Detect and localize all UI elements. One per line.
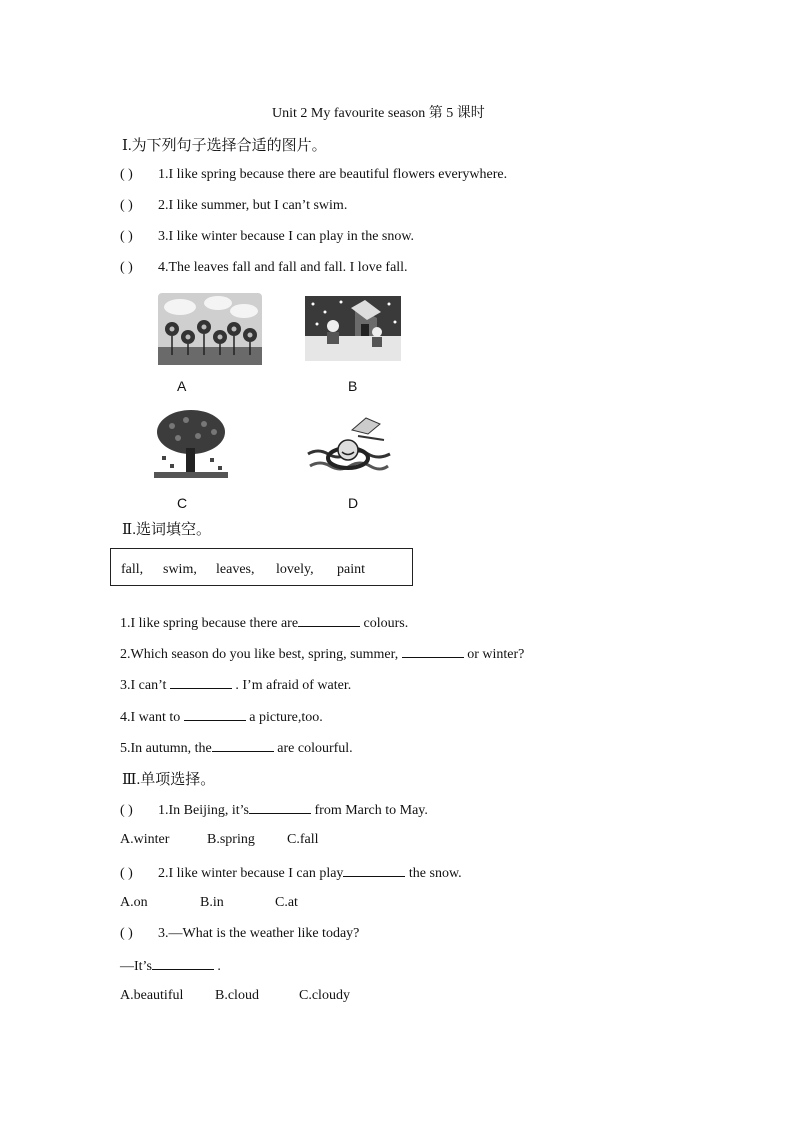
section-2-heading: Ⅱ.选词填空。 [122,522,211,538]
answer-paren[interactable]: ( ) [120,866,133,881]
swimming-summer-picture [306,410,392,480]
picture-label-d: D [348,495,359,511]
answer-paren[interactable]: ( ) [120,167,133,182]
answer-blank[interactable] [343,864,405,877]
question-text: 2.I like summer, but I can’t swim. [158,198,348,213]
word-bank-word: lovely, [276,562,314,577]
option-b[interactable]: B.spring [207,832,255,847]
option-b[interactable]: B.in [200,895,224,910]
answer-blank[interactable] [249,801,311,814]
fill-blank-2: 2.Which season do you like best, spring, summer, or winter? [120,647,525,662]
answer-blank[interactable] [152,957,214,970]
page-title: Unit 2 My favourite season 第 5 课时 [272,106,485,121]
answer-paren[interactable]: ( ) [120,198,133,213]
word-bank-word: swim, [163,562,197,577]
question-1-4 [120,260,408,276]
answer-paren[interactable]: ( ) [120,229,133,244]
fill-blank-3: 3.I can’t . I’m afraid of water. [120,678,352,693]
word-bank-word: paint [337,562,365,577]
choice-options-3 [120,988,350,1004]
fill-blank-1: 1.I like spring because there are colours. [120,616,409,631]
autumn-tree-picture [154,408,228,480]
choice-options-2 [120,895,298,911]
question-text: 4.The leaves fall and fall and fall. I love fall. [158,260,408,275]
question-1-2 [120,198,347,214]
answer-blank[interactable] [184,708,246,721]
question-text: 3.I like winter because I can play in the snow. [158,229,415,244]
answer-blank[interactable] [402,645,464,658]
fill-blank-4: 4.I want to a picture,too. [120,710,323,725]
answer-blank[interactable] [212,739,274,752]
section-1-heading: Ⅰ.为下列句子选择合适的图片。 [122,138,327,154]
question-text: 1.I like spring because there are beautiful flowers everywhere. [158,167,508,182]
section-3-heading: Ⅲ.单项选择。 [122,772,216,788]
option-c[interactable]: C.cloudy [299,988,350,1003]
question-1-1 [120,167,507,183]
question-1-3 [120,229,414,245]
answer-paren[interactable]: ( ) [120,803,133,818]
answer-blank[interactable] [298,614,360,627]
option-c[interactable]: C.at [275,895,298,910]
choice-question-2: ( ) 2.I like winter because I can play the snow. [120,866,462,881]
choice-question-3: ( ) 3.—What is the weather like today? [120,926,360,941]
answer-paren[interactable]: ( ) [120,926,133,941]
picture-label-a: A [177,378,187,394]
word-bank-word: leaves, [216,562,255,577]
choice-answer-line-3: —It’s . [120,959,221,974]
option-a[interactable]: A.on [120,895,148,910]
word-bank-word: fall, [121,562,144,577]
snow-winter-picture [305,296,401,361]
option-c[interactable]: C.fall [287,832,319,847]
choice-options-1 [120,832,319,848]
option-a[interactable]: A.winter [120,832,170,847]
choice-question-1: ( ) 1.In Beijing, it’s from March to May. [120,803,428,818]
option-a[interactable]: A.beautiful [120,988,184,1003]
picture-label-b: B [348,378,358,394]
answer-paren[interactable]: ( ) [120,260,133,275]
option-b[interactable]: B.cloud [215,988,259,1003]
picture-label-c: C [177,495,188,511]
flowers-spring-picture [158,293,262,365]
word-bank-box [110,548,413,586]
fill-blank-5: 5.In autumn, the are colourful. [120,741,353,756]
answer-blank[interactable] [170,676,232,689]
